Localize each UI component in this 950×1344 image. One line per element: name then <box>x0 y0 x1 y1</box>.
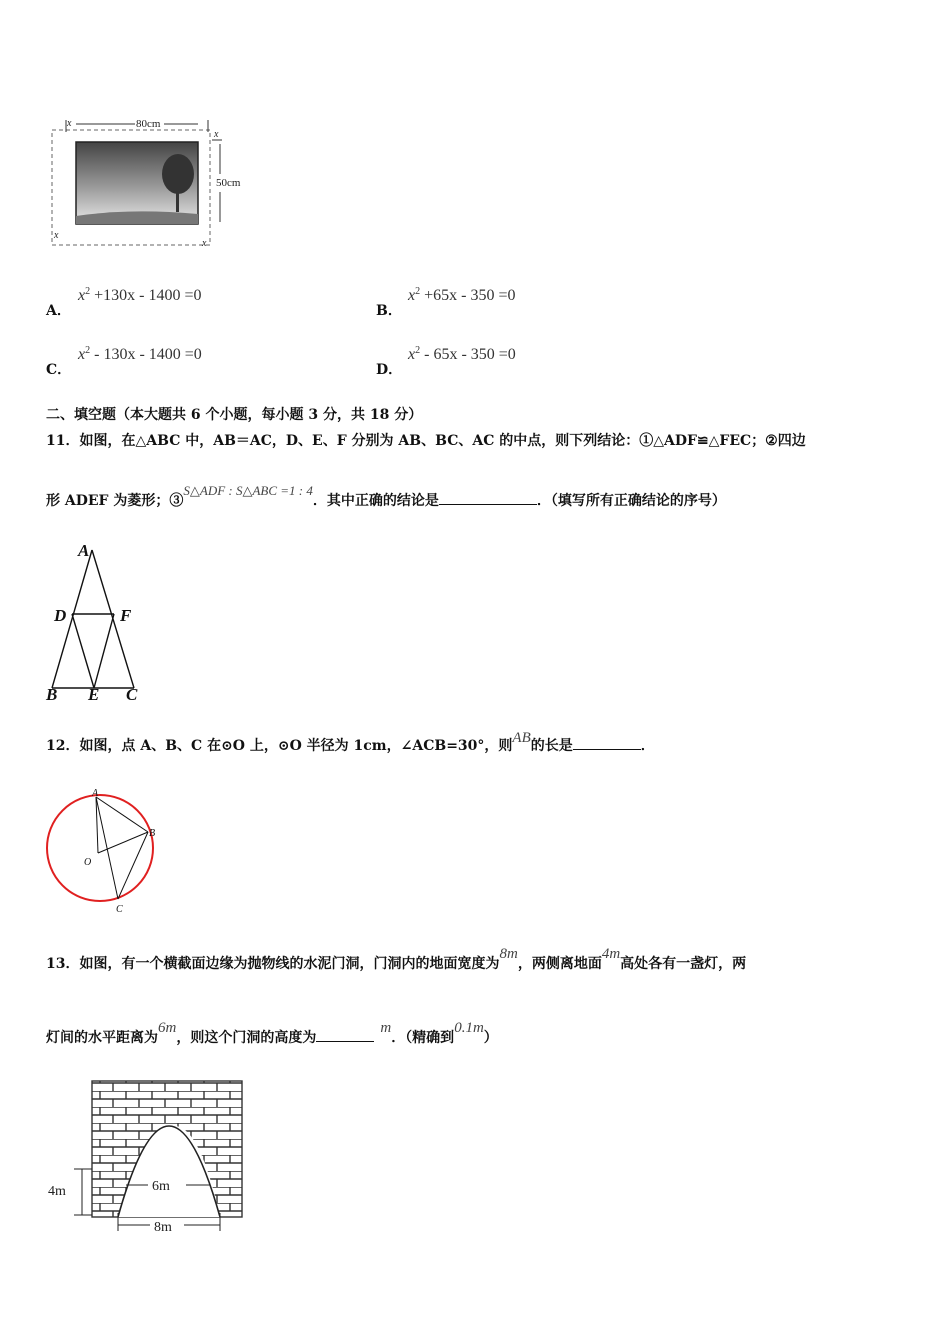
q13-lamp-height: 4m <box>601 946 621 962</box>
label-x-top: x <box>67 118 72 129</box>
point-a-label: A <box>92 788 99 799</box>
circle-o <box>47 795 156 901</box>
label-4m: 4m <box>48 1184 66 1199</box>
option-c-equation: $x^2 - 130x - 1400 =0$ <box>78 345 202 363</box>
circle-figure <box>40 785 170 920</box>
q13-answer-blank[interactable] <box>316 1041 374 1042</box>
label-x-left: x <box>54 230 59 241</box>
section-heading: 二、填空题（本大题共 6 个小题，每小题 3 分，共 18 分） <box>46 407 423 423</box>
option-b-equation: $x^2 +65x - 350 =0$ <box>408 286 516 304</box>
q11-line1: 11．如图，在△ABC 中，AB＝AC，D、E、F 分别为 AB、BC、AC 的中点，则下列结论：①△ADF≌△FEC；②四边 <box>46 433 806 449</box>
q11-line2: 形 ADEF 为菱形；③S△ADF : S△ABC =1 : 4．其中正确的结论是 ．（填写所有正确结论的序号） <box>46 483 726 509</box>
q11-answer-blank[interactable] <box>439 504 537 505</box>
vertex-a-label: A <box>78 541 90 560</box>
point-b-label: B <box>149 828 156 839</box>
vertex-e-label: E <box>88 685 100 704</box>
label-8m: 8m <box>154 1220 172 1235</box>
vertex-f-label: F <box>120 606 132 625</box>
option-d-label: D． <box>376 362 403 378</box>
frame-figure <box>40 112 260 252</box>
q13-lamp-distance: 6m <box>158 1020 177 1036</box>
q13-line2: 灯间的水平距离为6m，则这个门洞的高度为m．（精确到0.1m） <box>46 1020 498 1046</box>
label-6m: 6m <box>152 1179 170 1194</box>
option-b-label: B． <box>376 303 402 319</box>
label-x-right: x <box>214 129 219 140</box>
tree-icon <box>162 154 194 194</box>
option-d-equation: $x^2 - 65x - 350 =0$ <box>408 345 516 363</box>
label-height: 50cm <box>216 177 241 189</box>
option-a-equation: $x^2 +130x - 1400 =0$ <box>78 286 202 304</box>
triangle-figure <box>40 540 150 705</box>
vertex-b-label: B <box>46 685 58 704</box>
q13-precision: 0.1m <box>454 1020 484 1036</box>
label-x-bottom: x <box>202 238 207 249</box>
option-c-label: C． <box>46 362 72 378</box>
point-c-label: C <box>116 904 123 915</box>
arch-figure <box>44 1075 254 1240</box>
q13-unit: m <box>380 1020 392 1036</box>
q13-ground-width: 8m <box>499 946 518 962</box>
vertex-c-label: C <box>126 685 138 704</box>
vertex-d-label: D <box>54 606 67 625</box>
label-width: 80cm <box>136 118 161 130</box>
q11-ratio: S△ADF : S△ABC =1 : 4 <box>183 483 313 498</box>
option-a-label: A． <box>46 303 71 319</box>
q12-line: 12．如图，点 A、B、C 在⊙O 上，⊙O 半径为 1cm，∠ACB=30°，则AB的长是 ． <box>46 730 655 754</box>
q12-answer-blank[interactable] <box>573 749 641 750</box>
point-o-label: O <box>84 857 92 868</box>
q13-line1: 13．如图，有一个横截面边缘为抛物线的水泥门洞，门洞内的地面宽度为8m，两侧离地面4m高处各有一盏灯，两 <box>46 946 747 972</box>
q12-arc-ab: AB <box>512 730 531 746</box>
